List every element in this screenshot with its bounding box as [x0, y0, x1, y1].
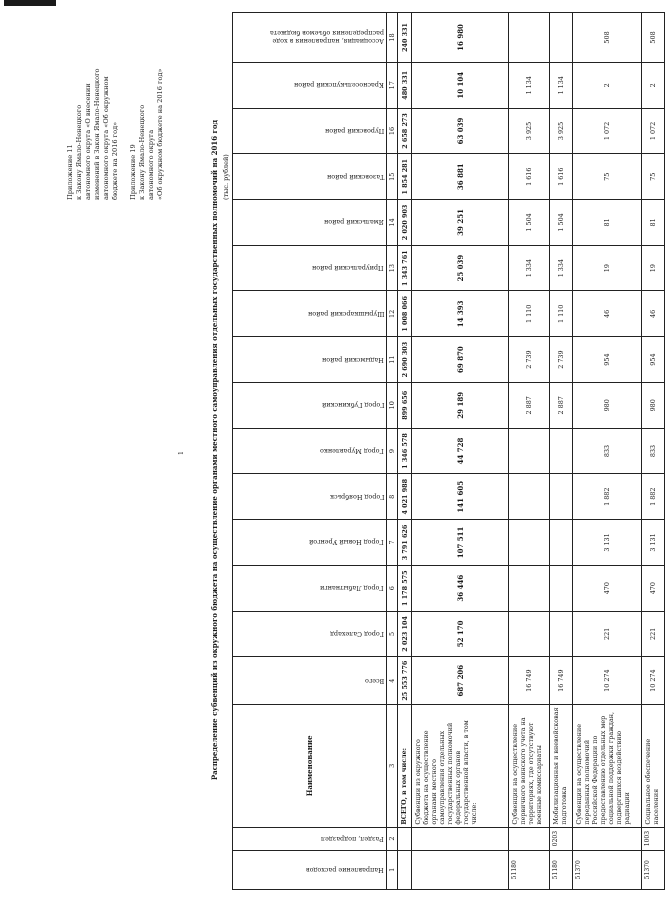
column-number: 12	[387, 291, 398, 337]
value-cell: 2 739	[509, 337, 550, 383]
value-cell: 1 334	[509, 245, 550, 291]
row-name-cell: Мобилизационная и вневойсковая подготовка	[550, 705, 573, 828]
expense-code-cell: 51180	[509, 850, 550, 889]
col-header: Город Ноябрьск	[233, 474, 387, 520]
value-cell: 899 656	[398, 382, 412, 428]
value-cell: 52 170	[412, 611, 509, 657]
table-row	[509, 13, 550, 890]
value-cell: 46	[573, 291, 642, 337]
value-cell: 3 925	[550, 108, 573, 154]
value-cell: 16 749	[550, 657, 573, 705]
value-cell: 1 854 281	[398, 154, 412, 200]
value-cell: 980	[573, 382, 642, 428]
value-cell: 29 189	[412, 382, 509, 428]
col-header: Направление расходов	[233, 850, 387, 889]
value-cell: 2 887	[509, 382, 550, 428]
value-cell: 25 553 776	[398, 657, 412, 705]
value-cell: 3 131	[573, 520, 642, 566]
col-header: Всего	[233, 657, 387, 705]
annex-line: «Об окружном бюджете на 2016 год»	[156, 68, 164, 200]
annex-line: автономного округа	[147, 129, 155, 200]
value-cell: 39 251	[412, 200, 509, 246]
column-number: 14	[387, 200, 398, 246]
value-cell	[509, 520, 550, 566]
value-cell: 3 925	[509, 108, 550, 154]
value-cell: 2 887	[550, 382, 573, 428]
value-cell: 470	[642, 565, 665, 611]
column-number: 13	[387, 245, 398, 291]
value-cell: 980	[642, 382, 665, 428]
value-cell	[550, 611, 573, 657]
value-cell: 240 331	[398, 13, 412, 63]
section-code-cell	[398, 827, 412, 850]
section-code-cell: 0203	[550, 827, 573, 850]
column-number: 2	[387, 827, 398, 850]
value-cell: 25 039	[412, 245, 509, 291]
col-header: Ямальский район	[233, 200, 387, 246]
annex-block	[66, 68, 165, 200]
value-cell: 14 393	[412, 291, 509, 337]
col-header: Пуровский район	[233, 108, 387, 154]
value-cell: 2 658 273	[398, 108, 412, 154]
header-row	[233, 13, 387, 890]
value-cell: 3 791 626	[398, 520, 412, 566]
column-number: 17	[387, 62, 398, 108]
unit-label: (тыс. рублей)	[222, 154, 230, 200]
value-cell: 2	[642, 62, 665, 108]
value-cell: 44 728	[412, 428, 509, 474]
value-cell: 1 882	[573, 474, 642, 520]
row-name-cell: ВСЕГО, в том числе:	[398, 705, 412, 828]
value-cell	[509, 428, 550, 474]
value-cell: 63 039	[412, 108, 509, 154]
col-header: Город Лабытнанги	[233, 565, 387, 611]
column-number: 18	[387, 13, 398, 63]
value-cell: 2 739	[550, 337, 573, 383]
table-body	[398, 13, 665, 890]
value-cell: 1 504	[550, 200, 573, 246]
value-cell: 1 134	[550, 62, 573, 108]
expense-code-cell: 51180	[550, 850, 573, 889]
subsidies-table	[232, 12, 665, 890]
value-cell: 1 334	[550, 245, 573, 291]
value-cell	[550, 474, 573, 520]
value-cell: 221	[642, 611, 665, 657]
col-header: Город Новый Уренгой	[233, 520, 387, 566]
value-cell: 1 110	[509, 291, 550, 337]
column-number-row	[387, 13, 398, 890]
column-number: 16	[387, 108, 398, 154]
table-row	[642, 13, 665, 890]
row-name-cell: Социальное обеспечение населения	[642, 705, 665, 828]
table-row	[573, 13, 642, 890]
annex-line: изменений в Закон Ямало-Ненецкого	[93, 68, 101, 200]
value-cell: 16 749	[509, 657, 550, 705]
col-header: Ассоциация, направления в ходе распределения объемов бюджета	[233, 13, 387, 63]
value-cell: 4 021 988	[398, 474, 412, 520]
col-header: Тазовский район	[233, 154, 387, 200]
value-cell: 141 605	[412, 474, 509, 520]
value-cell: 1 346 578	[398, 428, 412, 474]
col-header: Город Салехард	[233, 611, 387, 657]
value-cell: 1 110	[550, 291, 573, 337]
column-number: 8	[387, 474, 398, 520]
section-code-cell	[412, 827, 509, 850]
value-cell: 81	[573, 200, 642, 246]
value-cell: 1 134	[509, 62, 550, 108]
rotated-page	[66, 10, 660, 890]
col-header: Город Муравленко	[233, 428, 387, 474]
row-name-cell: Субвенции на осуществление переданных полномочий Российской Федерации по предоставлению отдельных мер социальной поддержки граждан, подвергшихся воздействию радиации	[573, 705, 642, 828]
value-cell: 833	[642, 428, 665, 474]
value-cell: 19	[573, 245, 642, 291]
annex-line: к Закону Ямало-Ненецкого	[75, 104, 83, 200]
value-cell: 36 446	[412, 565, 509, 611]
value-cell: 508	[573, 13, 642, 63]
table-row	[412, 13, 509, 890]
value-cell: 954	[642, 337, 665, 383]
value-cell: 36 881	[412, 154, 509, 200]
annex-line: к Закону Ямало-Ненецкого	[138, 104, 146, 200]
column-number: 6	[387, 565, 398, 611]
expense-code-cell	[398, 850, 412, 889]
table-row	[398, 13, 412, 890]
table-row	[550, 13, 573, 890]
value-cell: 833	[573, 428, 642, 474]
value-cell: 107 511	[412, 520, 509, 566]
expense-code-cell: 51370	[573, 850, 642, 889]
col-header: Красноселькупский район	[233, 62, 387, 108]
column-number: 1	[387, 850, 398, 889]
value-cell: 1 882	[642, 474, 665, 520]
value-cell: 10 104	[412, 62, 509, 108]
annex-line: автономного округа «О внесении	[84, 83, 92, 200]
value-cell: 81	[642, 200, 665, 246]
value-cell: 1 178 575	[398, 565, 412, 611]
column-number: 11	[387, 337, 398, 383]
col-header: Город Губкинский	[233, 382, 387, 428]
value-cell: 1 008 066	[398, 291, 412, 337]
value-cell: 10 274	[642, 657, 665, 705]
value-cell: 1 343 761	[398, 245, 412, 291]
top-bar-mark	[4, 0, 56, 6]
value-cell: 687 206	[412, 657, 509, 705]
column-number: 5	[387, 611, 398, 657]
value-cell: 480 331	[398, 62, 412, 108]
column-number: 4	[387, 657, 398, 705]
value-cell	[550, 13, 573, 63]
value-cell: 1 504	[509, 200, 550, 246]
col-header: Шурышкарский район	[233, 291, 387, 337]
value-cell	[509, 474, 550, 520]
annex-line: бюджете на 2016 год»	[111, 121, 119, 200]
value-cell: 508	[642, 13, 665, 63]
annex-line: Приложение 11	[66, 144, 74, 200]
value-cell	[509, 611, 550, 657]
value-cell: 69 870	[412, 337, 509, 383]
col-header: Раздел, подраздел	[233, 827, 387, 850]
value-cell: 19	[642, 245, 665, 291]
value-cell: 1 072	[642, 108, 665, 154]
row-name-cell: Субвенции на осуществление первичного воинского учета на территориях, где отсутствуют военные комиссариаты	[509, 705, 550, 828]
column-number: 15	[387, 154, 398, 200]
value-cell	[509, 565, 550, 611]
value-cell: 75	[642, 154, 665, 200]
value-cell: 1 616	[509, 154, 550, 200]
annex-line: автономного округа «Об окружном	[102, 76, 110, 200]
value-cell: 1 072	[573, 108, 642, 154]
value-cell: 10 274	[573, 657, 642, 705]
value-cell: 470	[573, 565, 642, 611]
value-cell: 2 020 903	[398, 200, 412, 246]
value-cell: 954	[573, 337, 642, 383]
value-cell: 3 131	[642, 520, 665, 566]
value-cell	[550, 520, 573, 566]
section-code-cell	[509, 827, 550, 850]
section-code-cell: 1003	[642, 827, 665, 850]
value-cell	[550, 565, 573, 611]
document-title: Распределение субвенций из окружного бюджета на осуществление органами местного самоуправления отдельных государственных полномочий на 2016 год	[210, 119, 219, 781]
value-cell: 2 023 104	[398, 611, 412, 657]
value-cell: 75	[573, 154, 642, 200]
column-number: 7	[387, 520, 398, 566]
page-number: 1	[178, 451, 185, 455]
section-code-cell	[573, 827, 642, 850]
col-header: Надымский район	[233, 337, 387, 383]
column-number: 9	[387, 428, 398, 474]
value-cell: 46	[642, 291, 665, 337]
value-cell	[550, 428, 573, 474]
value-cell	[509, 13, 550, 63]
row-name-cell: Субвенции из окружного бюджета на осуществление органами местного самоуправления отдельных государственных полномочий федеральных органов государственной власти, в том числе:	[412, 705, 509, 828]
col-header: Приуральский район	[233, 245, 387, 291]
value-cell: 1 616	[550, 154, 573, 200]
annex-line: Приложение 19	[129, 144, 137, 200]
col-header: Наименование	[233, 705, 387, 828]
value-cell: 2 690 303	[398, 337, 412, 383]
expense-code-cell	[412, 850, 509, 889]
expense-code-cell: 51370	[642, 850, 665, 889]
value-cell: 16 980	[412, 13, 509, 63]
value-cell: 221	[573, 611, 642, 657]
column-number: 10	[387, 382, 398, 428]
value-cell: 2	[573, 62, 642, 108]
column-number: 3	[387, 705, 398, 828]
